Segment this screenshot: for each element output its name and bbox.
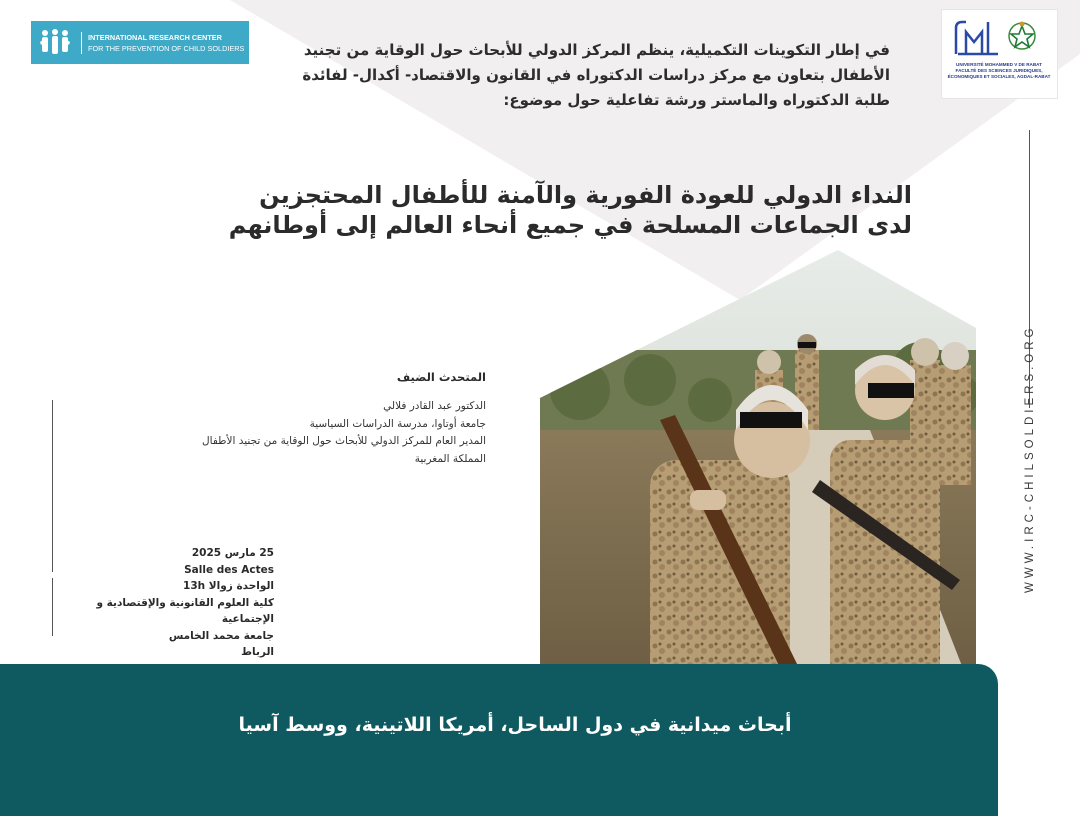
speaker-role: المدير العام للمركز الدولي للأبحاث حول الوقاية من تجنيد الأطفال: [202, 435, 486, 447]
speaker-affiliation: جامعة أوتاوا، مدرسة الدراسات السياسية: [309, 417, 486, 430]
event-time: الواحدة زوالا 13h: [183, 580, 274, 592]
irc-logo: [31, 21, 249, 64]
event-details: [48, 545, 274, 661]
workshop-title: [90, 180, 912, 240]
event-venue: Salle des Actes: [184, 563, 274, 576]
intro-line: في إطار التكوينات التكميلية، ينظم المركز الدولي للأبحاث حول الوقاية من تجنيد: [303, 41, 890, 59]
event-university: جامعة محمد الخامس: [168, 629, 274, 642]
speaker-name: الدكتور عبد القادر فلالي: [383, 400, 486, 412]
speaker-country: المملكة المغربية: [414, 452, 486, 465]
irc-logo-line1: INTERNATIONAL RESEARCH CENTER: [88, 32, 222, 42]
guest-speaker: [120, 370, 486, 468]
title-line: النداء الدولي للعودة الفورية والآمنة للأطفال المحتجزين: [259, 181, 912, 209]
field-research-text: أبحاث ميدانية في دول الساحل، أمريكا اللاتينية، ووسط آسيا: [238, 714, 792, 736]
speaker-heading: المتحدث الضيف: [396, 370, 486, 384]
event-date: 25 مارس 2025: [191, 547, 274, 559]
title-line: لدى الجماعات المسلحة في جميع أنحاء العالم إلى أوطانهم: [228, 211, 912, 239]
website-url[interactable]: WWW.IRC-CHILSOLDIERS.ORG: [1024, 324, 1036, 593]
event-city: الرباط: [241, 646, 274, 658]
intro-line: الأطفال بتعاون مع مركز دراسات الدكتوراه في القانون والاقتصاد- أكدال- لفائدة: [302, 66, 890, 84]
intro-line: طلبة الدكتوراه والماستر ورشة تفاعلية حول موضوع:: [503, 91, 890, 109]
university-logo: [941, 9, 1058, 99]
event-photo: [540, 250, 976, 702]
university-emblem-icon: [942, 10, 1057, 62]
event-faculty: كلية العلوم القانونية والإقتصادية و الإجتماعية: [96, 596, 274, 625]
irc-logo-line2: FOR THE PREVENTION OF CHILD SOLDIERS: [88, 43, 245, 53]
university-name: UNIVERSITÉ MOHAMMED V DE RABAT FACULTÉ DES SCIENCES JURIDIQUES, ÉCONOMIQUES ET SOCIALES, AGDAL-RABAT: [947, 62, 1051, 79]
footer-band: [0, 664, 998, 816]
intro-paragraph: [268, 38, 890, 113]
irc-logo-text: [81, 32, 244, 54]
irc-mark-icon: [37, 25, 73, 61]
child-soldiers-photo: [540, 250, 976, 702]
